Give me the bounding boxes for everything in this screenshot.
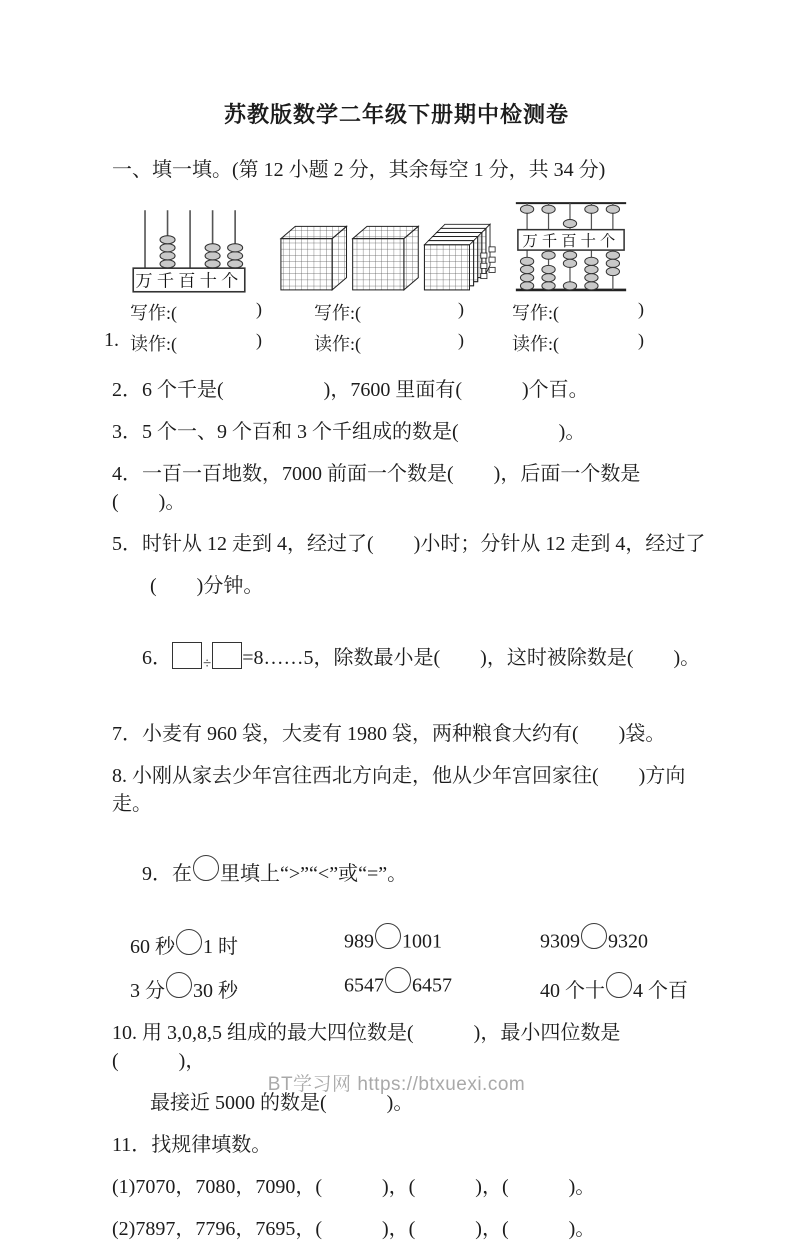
comparison-left: 6547 — [344, 974, 384, 997]
page-title: 苏教版数学二年级下册期中检测卷 — [223, 102, 569, 127]
comparison-left: 9309 — [540, 931, 580, 953]
answer-circle — [385, 967, 411, 993]
comparison-right: 6457 — [412, 974, 452, 997]
paren-close: ) — [638, 299, 644, 319]
answer-circle — [606, 972, 632, 998]
question-5-line1: 5．时针从 12 走到 4，经过了( )小时；分针从 12 走到 4，经过了 — [112, 533, 706, 555]
base-ten-blocks-art — [276, 198, 498, 294]
comparison-right: 30 秒 — [193, 979, 238, 1002]
paren-close: ) — [638, 330, 644, 350]
question-9-header — [112, 832, 713, 916]
comparison-left: 989 — [344, 931, 374, 953]
question-11-sub1: (1)7070，7080，7090，( )，( )，( )。 — [112, 1176, 596, 1199]
question-6 — [112, 614, 713, 706]
paren-close: ) — [458, 299, 464, 319]
question-11: 11．找规律填数。 — [112, 1134, 272, 1157]
question-9-suffix: 里填上“>”“<”或“=”。 — [220, 863, 408, 885]
place-value-abacus-art — [130, 198, 262, 294]
read-as-line — [512, 330, 644, 356]
comparison-item — [130, 930, 344, 961]
place-value-label: 万千百十个 — [135, 271, 243, 291]
place-value-abacus-icon — [130, 208, 248, 294]
question-10-line2: 最接近 5000 的数是( )。 — [150, 1092, 414, 1115]
answer-circle — [193, 855, 219, 881]
question-10-line1: 10. 用 3,0,8,5 组成的最大四位数是( )，最小四位数是( )， — [112, 1022, 621, 1073]
comparison-right: 9320 — [608, 931, 648, 953]
comparison-right: 1 时 — [203, 936, 238, 959]
comparison-left: 60 秒 — [130, 936, 175, 959]
comparison-item — [130, 974, 344, 1005]
write-as-label: 写作:( — [512, 303, 559, 323]
answer-circle — [581, 923, 607, 949]
comparison-item — [540, 930, 713, 961]
site-watermark: BT学习网 https://btxuexi.com — [267, 1074, 526, 1095]
read-as-label: 读作:( — [314, 334, 361, 354]
comparison-item — [540, 974, 713, 1005]
question-7: 7．小麦有 960 袋，大麦有 1980 袋，两种粮食大约有( )袋。 — [112, 723, 666, 745]
suanpan-abacus-icon — [512, 198, 630, 294]
question-2: 2．6 个千是( )，7600 里面有( )个百。 — [112, 379, 589, 401]
paren-close: ) — [256, 299, 262, 319]
answer-circle — [166, 972, 192, 998]
figure-place-value-abacus — [130, 198, 262, 356]
question-11-sub2: (2)7897，7796，7695，( )，( )，( )。 — [112, 1218, 596, 1241]
question-3: 3．5 个一、9 个百和 3 个千组成的数是( )。 — [112, 421, 586, 443]
comparison-item — [344, 974, 540, 1005]
place-value-label: 万千百十个 — [522, 233, 620, 250]
paren-close: ) — [458, 330, 464, 350]
write-as-line — [130, 299, 262, 325]
question-1-number: 1. — [104, 329, 119, 351]
comparison-left: 3 分 — [130, 979, 165, 1002]
write-as-label: 写作:( — [314, 303, 361, 323]
read-as-line — [130, 330, 262, 356]
divisor-blank-box — [212, 642, 242, 669]
dividend-blank-box — [172, 642, 202, 669]
question-8: 8. 小刚从家去少年宫往西北方向走，他从少年宫回家往( )方向走。 — [112, 765, 686, 815]
comparison-right: 1001 — [402, 931, 442, 953]
questions-list — [112, 376, 713, 1243]
question-9-comparisons — [130, 930, 713, 1005]
comparison-item — [344, 930, 540, 961]
question-4: 4．一百一百地数，7000 前面一个数是( )，后面一个数是( )。 — [112, 463, 641, 513]
comparison-right: 4 个百 — [633, 979, 688, 1002]
question-1-figures — [104, 198, 733, 356]
divide-sign: ÷ — [203, 656, 212, 672]
figure-suanpan-abacus — [512, 198, 644, 356]
write-as-line — [512, 299, 644, 325]
answer-circle — [375, 923, 401, 949]
figure-base-ten-blocks — [276, 198, 498, 356]
question-9-prefix: 9．在 — [142, 863, 192, 885]
read-as-line — [314, 330, 464, 356]
write-as-label: 写作:( — [130, 303, 177, 323]
question-6-rest: =8……5，除数最小是( )，这时被除数是( )。 — [242, 647, 701, 669]
question-6-number: 6． — [142, 647, 172, 669]
base-ten-blocks-icon — [276, 212, 498, 294]
question-5-line2: ( )分钟。 — [150, 575, 264, 597]
write-as-line — [314, 299, 464, 325]
suanpan-abacus-art — [512, 198, 644, 294]
section-heading: 一、填一填。(第 12 小题 2 分，其余每空 1 分，共 34 分) — [112, 159, 606, 181]
answer-circle — [176, 929, 202, 955]
comparison-left: 40 个十 — [540, 979, 605, 1002]
read-as-label: 读作:( — [130, 334, 177, 354]
read-as-label: 读作:( — [512, 334, 559, 354]
paren-close: ) — [256, 330, 262, 350]
